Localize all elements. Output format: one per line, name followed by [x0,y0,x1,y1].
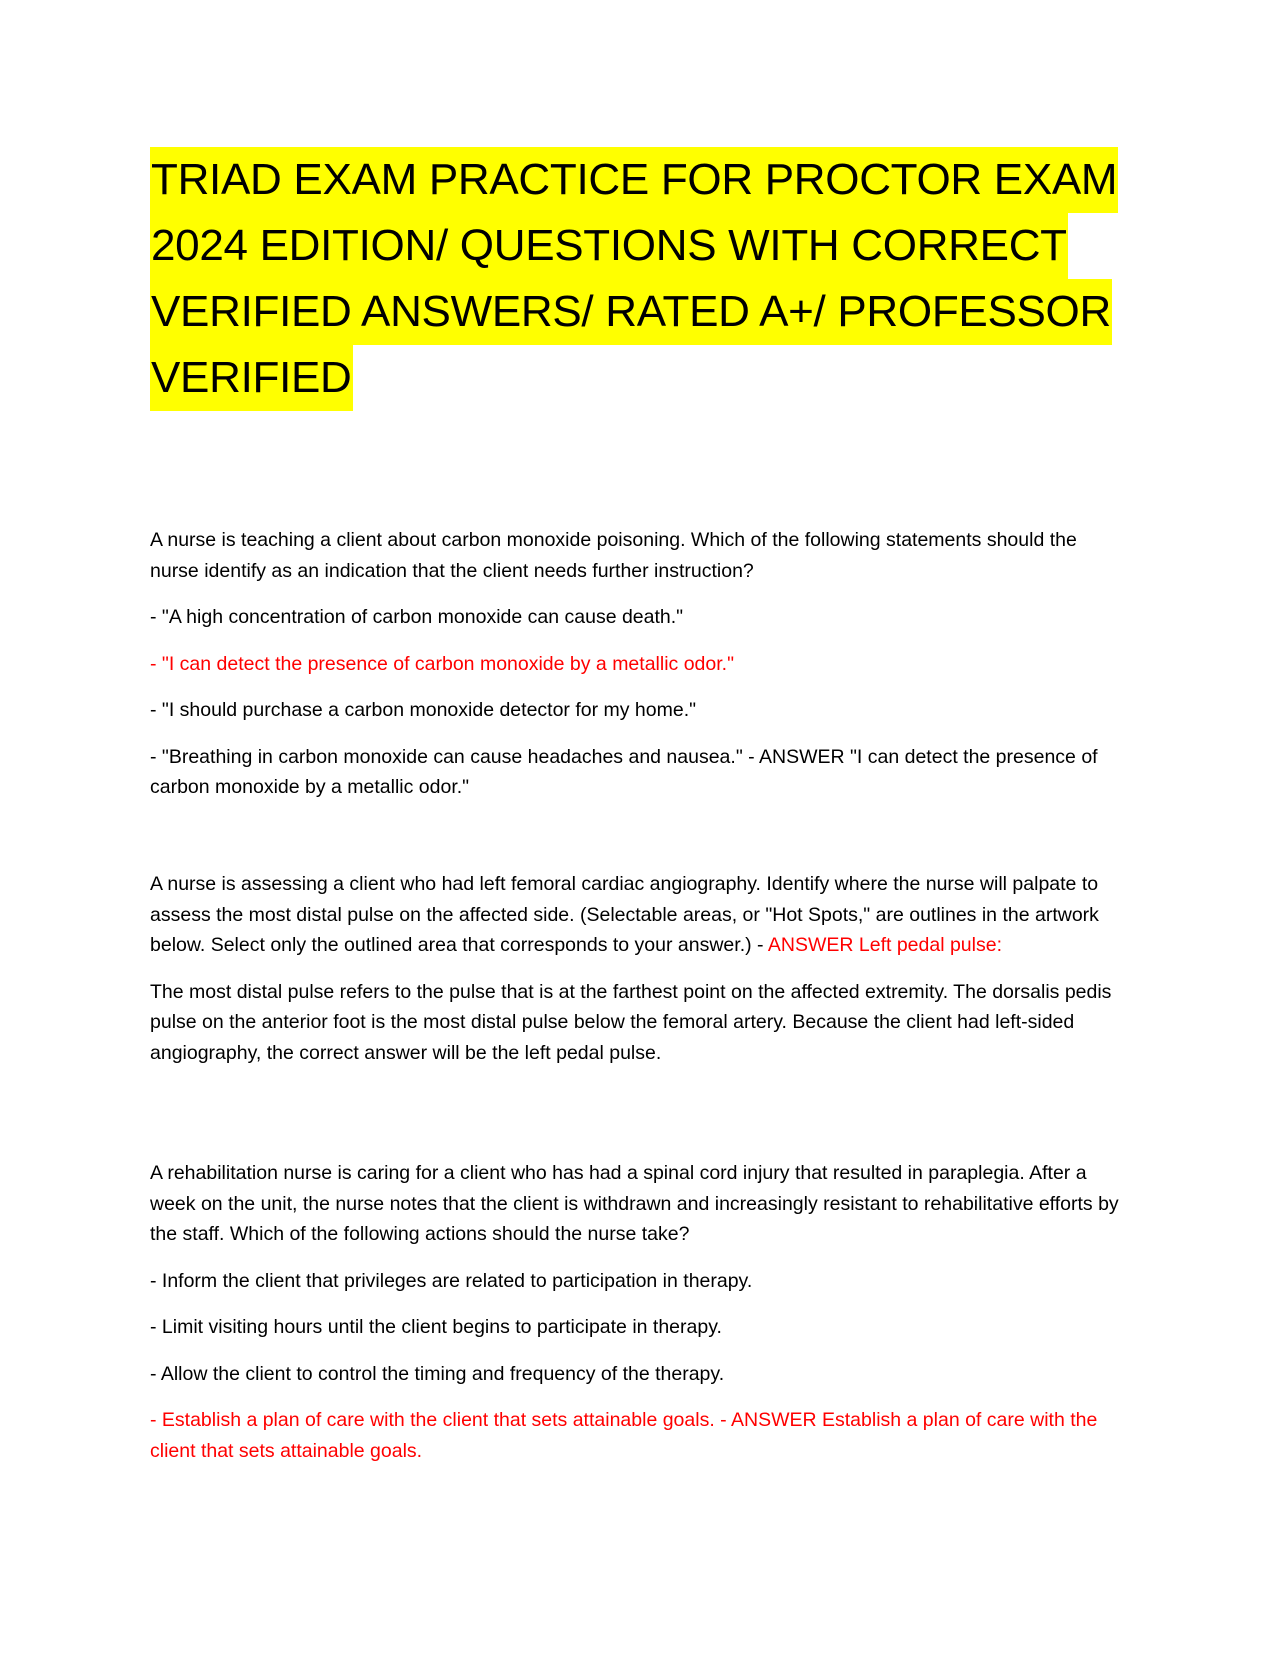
document-title [150,147,1118,411]
title-line: TRIAD EXAM PRACTICE FOR PROCTOR EXAM [150,147,1118,213]
option-with-answer: - "Breathing in carbon monoxide can cause headaches and nausea." - ANSWER "I can detect the presence of carbon monoxide by a metallic odor." [150,745,1098,798]
question-stem: A nurse is teaching a client about carbon monoxide poisoning. Which of the following statements should the nurse identify as an indication that the client needs further instruction? [150,529,1077,582]
question-stem: A rehabilitation nurse is caring for a client who has had a spinal cord injury that resulted in paraplegia. After a week on the unit, the nurse notes that the client is withdrawn and increasingly resistant to rehabilitative efforts by the staff. Which of the following actions should the nurse take? [150,1162,1119,1245]
question-paraplegia-rehab [150,1158,1130,1482]
option-correct: - "I can detect the presence of carbon monoxide by a metallic odor." [150,652,735,675]
title-line: 2024 EDITION/ QUESTIONS WITH CORRECT [150,213,1068,279]
question-stem: A nurse is assessing a client who had left femoral cardiac angiography. Identify where the nurse will palpate to assess the most distal pulse on the affected side. (Selectable areas, or "Hot Spots," are outlines in the artwork below. Select only the outlined area that corresponds to your answer.) - [150,873,1099,956]
title-line: VERIFIED [150,345,353,411]
question-stem-with-answer [150,869,1130,961]
answer-text: ANSWER Left pedal pulse: [767,934,1002,956]
question-carbon-monoxide [150,525,1130,819]
option: - Limit visiting hours until the client begins to participate in therapy. [150,1316,722,1338]
option: - "A high concentration of carbon monoxide can cause death." [150,606,684,628]
option: - Allow the client to control the timing and frequency of the therapy. [150,1362,725,1385]
option-correct-with-answer: - Establish a plan of care with the client that sets attainable goals. - ANSWER Establish a plan of care with the client that sets attainable goals. [150,1409,1098,1462]
option: - Inform the client that privileges are related to participation in therapy. [150,1269,753,1292]
option: - "I should purchase a carbon monoxide detector for my home." [150,699,697,721]
rationale: The most distal pulse refers to the pulse that is at the farthest point on the affected extremity. The dorsalis pedis pulse on the anterior foot is the most distal pulse below the femoral artery. Because the client had left-sided angiography, the correct answer will be the left pedal pulse. [150,980,1112,1064]
title-line: VERIFIED ANSWERS/ RATED A+/ PROFESSOR [150,279,1112,345]
question-distal-pulse [150,869,1130,1084]
